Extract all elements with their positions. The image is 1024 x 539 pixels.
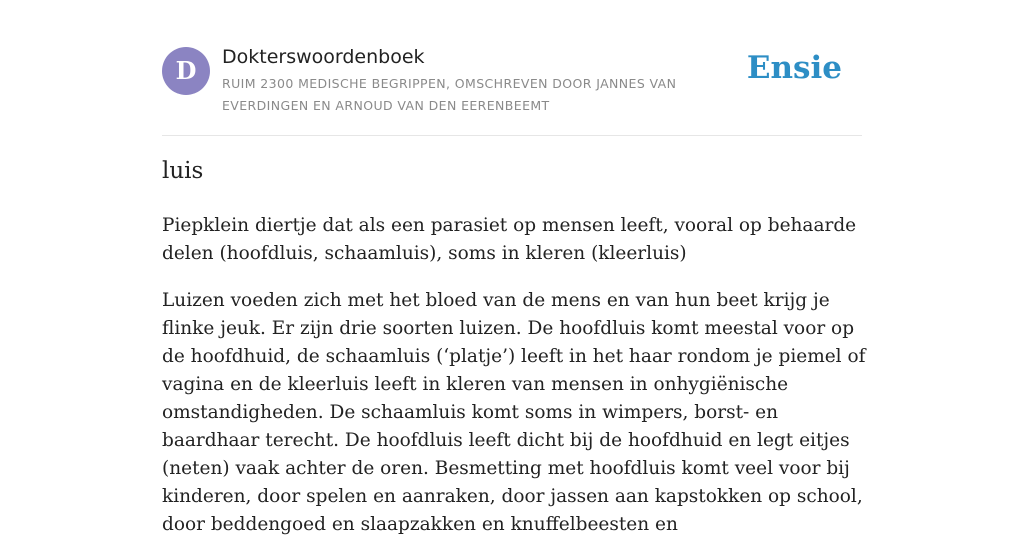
definition-paragraph: Piepklein diertje dat als een parasiet op mensen leeft, vooral op behaarde delen (hoofdluis, schaamluis), soms in kleren (kleerluis) bbox=[162, 215, 857, 264]
source-description: RUIM 2300 MEDISCHE BEGRIPPEN, OMSCHREVEN DOOR JANNES VAN EVERDINGEN EN ARNOUD VAN DEN EERENBEEMT bbox=[222, 76, 677, 113]
entry-content bbox=[162, 0, 866, 535]
source-avatar[interactable]: D bbox=[162, 47, 210, 95]
source-title[interactable]: Dokterswoordenboek bbox=[222, 46, 425, 68]
ensie-logo-link[interactable]: Ensie bbox=[746, 50, 842, 86]
explanation-paragraph: Luizen voeden zich met het bloed van de mens en van hun beet krijg je flinke jeuk. Er zijn drie soorten luizen. De hoofdluis komt meestal voor op de hoofdhuid, de schaamluis (‘platje’) leeft in het haar rondom je piemel of vagina en de kleerluis leeft in kleren van mensen in onhygiënische omstandigheden. De schaamluis komt soms in wimpers, borst- en baardhaar terecht. De hoofdluis leeft dicht bij de hoofdhuid en legt eitjes (neten) vaak achter de oren. Besmetting met hoofdluis komt veel voor bij kinderen, door spelen en aanraken, door jassen aan kapstokken op school, door beddengoed en slaapzakken en knuffelbeesten en bbox=[162, 290, 866, 535]
source-header bbox=[162, 0, 862, 136]
headword: luis bbox=[162, 158, 204, 184]
